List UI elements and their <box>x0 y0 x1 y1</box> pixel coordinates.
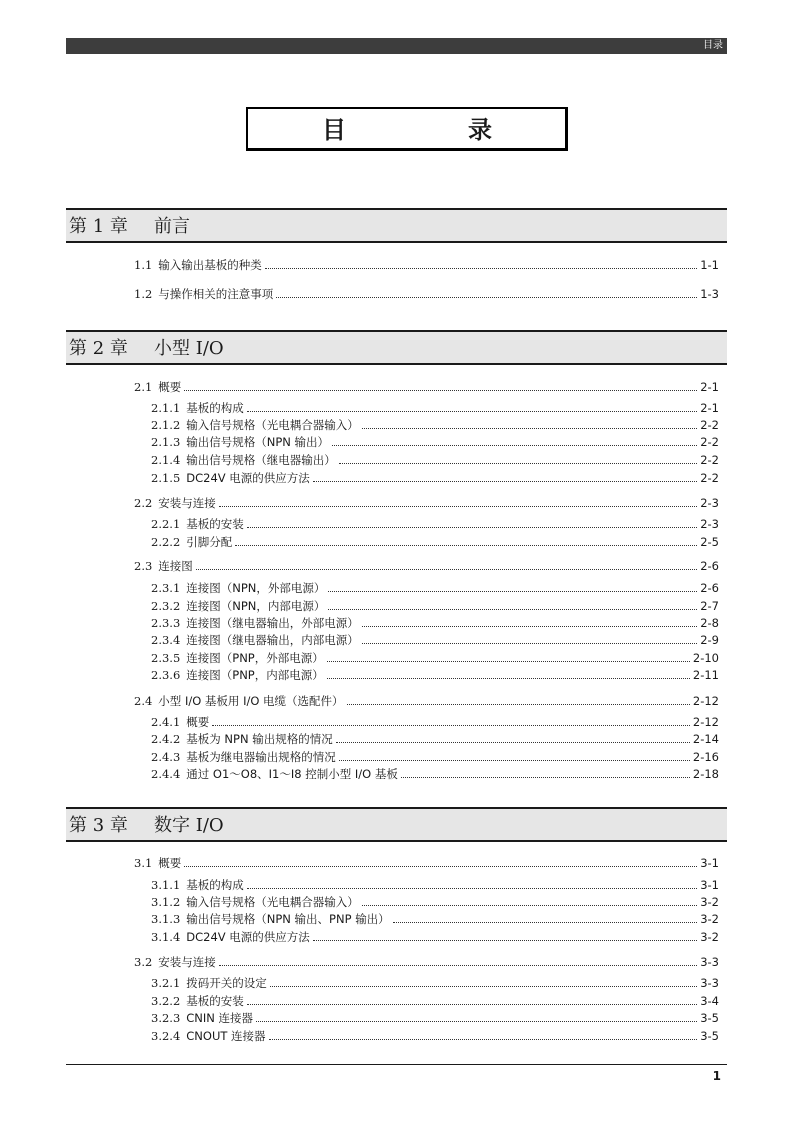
entry-label: CNIN 连接器 <box>186 1011 254 1025</box>
entry-number: 2.3.3 <box>151 616 181 630</box>
toc-entry-3-2-3[interactable] <box>151 1010 719 1026</box>
entry-number: 3.2.4 <box>151 1029 181 1043</box>
chapter-number: 第 1 章 <box>69 216 128 237</box>
chapter-number: 第 2 章 <box>69 338 128 359</box>
entry-label: 基板的安装 <box>186 994 244 1008</box>
entry-number: 1.2 <box>134 287 153 301</box>
entry-page: 1-3 <box>700 287 719 301</box>
entry-label: 小型 I/O 基板用 I/O 电缆（选配件） <box>158 694 344 708</box>
chapter-2-header <box>66 330 727 365</box>
dot-leader <box>235 534 697 546</box>
dot-leader <box>401 766 690 778</box>
dot-leader <box>328 580 697 592</box>
dot-leader <box>184 379 697 391</box>
entry-number: 2.3.4 <box>151 633 181 647</box>
toc-entry-2-1-3[interactable] <box>151 434 719 450</box>
header-bar <box>66 38 727 54</box>
entry-page: 3-3 <box>700 955 719 969</box>
entry-label: 基板为继电器输出规格的情况 <box>186 750 336 764</box>
entry-number: 3.1.4 <box>151 930 181 944</box>
toc-entry-3-1-3[interactable] <box>151 911 719 927</box>
dot-leader <box>332 434 697 446</box>
chapter-title: 前言 <box>154 216 190 237</box>
entry-number: 2.3.5 <box>151 651 181 665</box>
entry-page: 2-9 <box>700 633 719 647</box>
dot-leader <box>313 929 697 941</box>
entry-label: 连接图（继电器输出，外部电源） <box>186 616 359 630</box>
toc-entry-2-1-4[interactable] <box>151 452 719 468</box>
entry-number: 2.2.2 <box>151 535 181 549</box>
toc-entry-2-1-2[interactable] <box>151 417 719 433</box>
toc-entry-2-4[interactable] <box>134 693 719 709</box>
entry-label: 通过 O1～O8、I1～I8 控制小型 I/O 基板 <box>186 767 398 781</box>
entry-label: CNOUT 连接器 <box>186 1029 266 1043</box>
dot-leader <box>339 452 697 464</box>
entry-number: 2.1.3 <box>151 435 181 449</box>
dot-leader <box>265 257 697 269</box>
dot-leader <box>362 894 697 906</box>
entry-page: 2-6 <box>700 559 719 573</box>
toc-entry-3-2-1[interactable] <box>151 975 719 991</box>
entry-number: 2.1.1 <box>151 401 181 415</box>
toc-entry-2-4-4[interactable] <box>151 766 719 782</box>
entry-label: 输入输出基板的种类 <box>158 258 262 272</box>
entry-page: 2-12 <box>692 715 719 729</box>
toc-entry-3-2[interactable] <box>134 954 719 970</box>
entry-label: 概要 <box>186 715 210 729</box>
entry-label: 基板的安装 <box>186 517 244 531</box>
entry-page: 2-2 <box>700 435 719 449</box>
dot-leader <box>247 993 697 1005</box>
entry-page: 2-10 <box>692 651 719 665</box>
entry-number: 2.1.2 <box>151 418 181 432</box>
toc-title-right: 录 <box>468 115 492 144</box>
entry-number: 3.1 <box>134 856 153 870</box>
toc-entry-3-1[interactable] <box>134 855 719 871</box>
dot-leader <box>313 470 697 482</box>
toc-entry-3-1-2[interactable] <box>151 894 719 910</box>
chapter-title: 数字 I/O <box>154 815 224 836</box>
toc-entry-2-2[interactable] <box>134 495 719 511</box>
entry-number: 3.2.1 <box>151 976 181 990</box>
entry-number: 2.3 <box>134 559 153 573</box>
entry-page: 2-1 <box>700 401 719 415</box>
entry-label: 引脚分配 <box>186 535 233 549</box>
entry-number: 2.4.2 <box>151 732 181 746</box>
entry-label: 基板的构成 <box>186 878 244 892</box>
dot-leader <box>247 400 697 412</box>
toc-entry-2-3-2[interactable] <box>151 598 719 614</box>
dot-leader <box>393 911 698 923</box>
toc-entry-3-1-4[interactable] <box>151 929 719 945</box>
entry-number: 2.1.5 <box>151 471 181 485</box>
entry-number: 2.2.1 <box>151 517 181 531</box>
toc-title-left: 目 <box>322 115 346 144</box>
entry-label: 与操作相关的注意事项 <box>158 287 274 301</box>
dot-leader <box>219 495 697 507</box>
entry-page: 2-2 <box>700 418 719 432</box>
toc-entry-2-1-5[interactable] <box>151 470 719 486</box>
toc-entry-2-4-3[interactable] <box>151 749 719 765</box>
entry-number: 3.1.1 <box>151 878 181 892</box>
entry-page: 2-2 <box>700 471 719 485</box>
entry-page: 2-8 <box>700 616 719 630</box>
entry-page: 3-5 <box>700 1029 719 1043</box>
entry-number: 1.1 <box>134 258 153 272</box>
chapter-number: 第 3 章 <box>69 815 128 836</box>
entry-page: 2-18 <box>692 767 719 781</box>
toc-entry-2-4-2[interactable] <box>151 731 719 747</box>
entry-page: 3-3 <box>700 976 719 990</box>
dot-leader <box>336 731 690 743</box>
entry-number: 2.3.6 <box>151 668 181 682</box>
dot-leader <box>196 558 697 570</box>
entry-page: 3-5 <box>700 1011 719 1025</box>
entry-page: 3-1 <box>700 856 719 870</box>
toc-entry-2-3-1[interactable] <box>151 580 719 596</box>
entry-page: 3-2 <box>700 912 719 926</box>
entry-label: 概要 <box>158 856 182 870</box>
entry-number: 3.2 <box>134 955 153 969</box>
entry-number: 2.1 <box>134 380 153 394</box>
entry-page: 3-4 <box>700 994 719 1008</box>
entry-page: 2-3 <box>700 496 719 510</box>
dot-leader <box>362 615 697 627</box>
dot-leader <box>276 286 697 298</box>
entry-page: 2-7 <box>700 599 719 613</box>
page-number: 1 <box>712 1069 721 1083</box>
entry-page: 2-12 <box>692 694 719 708</box>
footer-rule <box>66 1064 727 1065</box>
entry-number: 3.2.3 <box>151 1011 181 1025</box>
entry-label: 概要 <box>158 380 182 394</box>
entry-page: 3-2 <box>700 895 719 909</box>
dot-leader <box>247 877 697 889</box>
dot-leader <box>270 975 697 987</box>
entry-label: 输出信号规格（NPN 输出） <box>186 435 330 449</box>
entry-label: 连接图 <box>158 559 193 573</box>
entry-page: 2-5 <box>700 535 719 549</box>
entry-page: 2-11 <box>692 668 719 682</box>
toc-entry-1-1[interactable] <box>134 257 719 273</box>
toc-entry-2-1-1[interactable] <box>151 400 719 416</box>
entry-number: 2.4.1 <box>151 715 181 729</box>
dot-leader <box>328 598 697 610</box>
entry-number: 2.4.3 <box>151 750 181 764</box>
entry-label: 输出信号规格（NPN 输出、PNP 输出） <box>186 912 390 926</box>
entry-page: 2-3 <box>700 517 719 531</box>
entry-number: 2.4.4 <box>151 767 181 781</box>
toc-entry-2-3-4[interactable] <box>151 632 719 648</box>
toc-entry-3-2-4[interactable] <box>151 1028 719 1044</box>
toc-entry-3-2-2[interactable] <box>151 993 719 1009</box>
entry-label: 基板的构成 <box>186 401 244 415</box>
entry-label: 连接图（PNP，内部电源） <box>186 668 324 682</box>
entry-label: 拨码开关的设定 <box>186 976 267 990</box>
entry-label: 基板为 NPN 输出规格的情况 <box>186 732 333 746</box>
entry-number: 2.2 <box>134 496 153 510</box>
entry-page: 3-1 <box>700 878 719 892</box>
entry-page: 2-16 <box>692 750 719 764</box>
entry-label: 连接图（PNP，外部电源） <box>186 651 324 665</box>
dot-leader <box>362 417 697 429</box>
dot-leader <box>212 714 690 726</box>
entry-label: 输出信号规格（继电器输出） <box>186 453 336 467</box>
toc-entry-2-3-6[interactable] <box>151 667 719 683</box>
dot-leader <box>247 516 697 528</box>
entry-label: 输入信号规格（光电耦合器输入） <box>186 895 359 909</box>
entry-page: 2-1 <box>700 380 719 394</box>
entry-label: 安装与连接 <box>158 955 216 969</box>
entry-number: 2.4 <box>134 694 153 708</box>
entry-label: 输入信号规格（光电耦合器输入） <box>186 418 359 432</box>
header-label: 目录 <box>703 40 723 51</box>
chapter-1-header <box>66 208 727 243</box>
entry-number: 3.1.2 <box>151 895 181 909</box>
entry-label: 安装与连接 <box>158 496 216 510</box>
entry-page: 2-14 <box>692 732 719 746</box>
dot-leader <box>256 1010 697 1022</box>
entry-label: 连接图（NPN，内部电源） <box>186 599 326 613</box>
entry-label: 连接图（NPN，外部电源） <box>186 581 326 595</box>
dot-leader <box>327 667 690 679</box>
toc-entry-1-2[interactable] <box>134 286 719 302</box>
toc-entry-3-1-1[interactable] <box>151 877 719 893</box>
entry-label: 连接图（继电器输出，内部电源） <box>186 633 359 647</box>
entry-number: 3.1.3 <box>151 912 181 926</box>
dot-leader <box>219 954 697 966</box>
chapter-3-header <box>66 807 727 842</box>
toc-entry-2-2-1[interactable] <box>151 516 719 532</box>
dot-leader <box>347 693 690 705</box>
chapter-title: 小型 I/O <box>154 338 224 359</box>
entry-label: DC24V 电源的供应方法 <box>186 930 310 944</box>
entry-page: 1-1 <box>700 258 719 272</box>
entry-number: 2.3.1 <box>151 581 181 595</box>
toc-entry-2-2-2[interactable] <box>151 534 719 550</box>
dot-leader <box>339 749 690 761</box>
entry-number: 2.3.2 <box>151 599 181 613</box>
toc-entry-2-3-3[interactable] <box>151 615 719 631</box>
toc-title-box <box>246 107 568 151</box>
entry-label: DC24V 电源的供应方法 <box>186 471 310 485</box>
entry-page: 3-2 <box>700 930 719 944</box>
toc-entry-2-4-1[interactable] <box>151 714 719 730</box>
dot-leader <box>184 855 697 867</box>
dot-leader <box>327 650 690 662</box>
toc-entry-2-3-5[interactable] <box>151 650 719 666</box>
toc-entry-2-3[interactable] <box>134 558 719 574</box>
entry-number: 2.1.4 <box>151 453 181 467</box>
dot-leader <box>362 632 697 644</box>
entry-page: 2-2 <box>700 453 719 467</box>
dot-leader <box>269 1028 698 1040</box>
entry-number: 3.2.2 <box>151 994 181 1008</box>
toc-entry-2-1[interactable] <box>134 379 719 395</box>
entry-page: 2-6 <box>700 581 719 595</box>
